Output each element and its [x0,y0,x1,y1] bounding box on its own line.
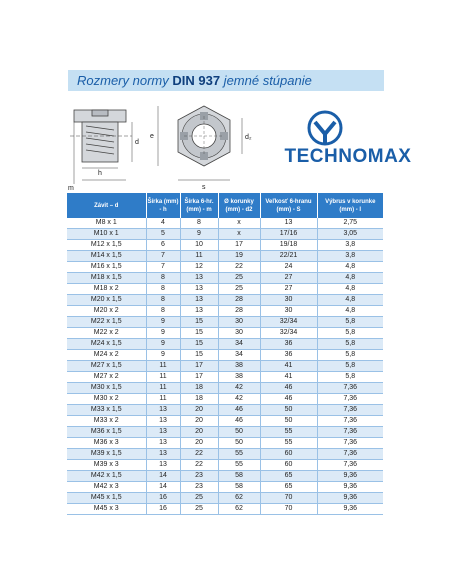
cell-slot-width: 5,8 [317,350,383,361]
cell-width-m: 8 [180,218,218,229]
cell-hex-size: 17/16 [260,229,317,240]
nut-top-view [178,106,230,166]
cell-width-m: 15 [180,328,218,339]
cell-hex-size: 24 [260,262,317,273]
cell-slot-width: 5,8 [317,339,383,350]
table-row [67,372,383,383]
cell-hex-size: 55 [260,427,317,438]
table-row [67,317,383,328]
cell-hex-size: 22/21 [260,251,317,262]
cell-thread: M45 x 1,5 [67,493,146,504]
cell-width-m: 20 [180,438,218,449]
cell-slot-width: 9,36 [317,471,383,482]
cell-width-m: 20 [180,416,218,427]
cell-width-m: 12 [180,262,218,273]
cell-width-h: 13 [146,427,180,438]
cell-crown-diameter: 46 [218,416,260,427]
label-s: s [202,184,206,191]
header-slot-width: Výbrus v korunke (mm) - l [317,193,383,218]
cell-width-h: 7 [146,262,180,273]
cell-width-h: 11 [146,361,180,372]
cell-width-h: 13 [146,405,180,416]
cell-crown-diameter: 62 [218,504,260,515]
cell-slot-width: 7,36 [317,449,383,460]
cell-thread: M36 x 1,5 [67,427,146,438]
cell-hex-size: 46 [260,383,317,394]
cell-thread: M30 x 2 [67,394,146,405]
title-suffix: jemné stúpanie [220,73,312,88]
cell-width-h: 9 [146,350,180,361]
table-row [67,350,383,361]
cell-width-h: 13 [146,416,180,427]
title-prefix: Rozmery normy [77,73,173,88]
cell-crown-diameter: 55 [218,449,260,460]
cell-slot-width: 4,8 [317,295,383,306]
brand-name: TECHNOMAX [284,146,412,167]
cell-width-h: 16 [146,504,180,515]
cell-width-h: 13 [146,460,180,471]
label-d: d [135,139,139,146]
cell-width-h: 4 [146,218,180,229]
cell-slot-width: 7,36 [317,416,383,427]
cell-slot-width: 9,36 [317,504,383,515]
cell-thread: M14 x 1,5 [67,251,146,262]
cell-width-h: 14 [146,471,180,482]
cell-slot-width: 7,36 [317,460,383,471]
table-row [67,273,383,284]
cell-width-m: 15 [180,317,218,328]
table-row [67,284,383,295]
cell-width-m: 20 [180,427,218,438]
cell-width-h: 8 [146,273,180,284]
cell-hex-size: 27 [260,284,317,295]
cell-width-h: 11 [146,372,180,383]
cell-width-h: 8 [146,306,180,317]
cell-slot-width: 9,36 [317,482,383,493]
cell-hex-size: 19/18 [260,240,317,251]
cell-width-m: 22 [180,460,218,471]
cell-hex-size: 65 [260,471,317,482]
header-hex-size: Veľkosť 6-hranu (mm) - S [260,193,317,218]
cell-width-m: 17 [180,361,218,372]
cell-hex-size: 30 [260,306,317,317]
cell-hex-size: 70 [260,493,317,504]
cell-width-m: 23 [180,471,218,482]
cell-width-h: 11 [146,394,180,405]
cell-width-m: 25 [180,493,218,504]
header-width-h: Šírka (mm) - h [146,193,180,218]
cell-width-m: 11 [180,251,218,262]
cell-thread: M18 x 1,5 [67,273,146,284]
label-d2: d₂ [245,134,252,141]
header-thread: Závit – d [67,193,146,218]
cell-thread: M10 x 1 [67,229,146,240]
cell-hex-size: 32/34 [260,328,317,339]
cell-thread: M42 x 3 [67,482,146,493]
cell-width-m: 18 [180,383,218,394]
cell-slot-width: 5,8 [317,361,383,372]
table-header-row [67,193,383,218]
cell-hex-size: 41 [260,372,317,383]
table-row [67,328,383,339]
table-row [67,394,383,405]
cell-width-m: 20 [180,405,218,416]
cell-thread: M27 x 1,5 [67,361,146,372]
cell-hex-size: 32/34 [260,317,317,328]
cell-width-m: 13 [180,295,218,306]
cell-slot-width: 7,36 [317,438,383,449]
cell-width-m: 10 [180,240,218,251]
cell-crown-diameter: 34 [218,350,260,361]
cell-crown-diameter: x [218,218,260,229]
table-row [67,504,383,515]
table-row [67,427,383,438]
cell-crown-diameter: 50 [218,438,260,449]
cell-crown-diameter: 30 [218,317,260,328]
cell-slot-width: 4,8 [317,306,383,317]
table-row [67,262,383,273]
cell-width-m: 23 [180,482,218,493]
cell-hex-size: 55 [260,438,317,449]
table-body [67,218,383,515]
cell-crown-diameter: 28 [218,306,260,317]
cell-hex-size: 36 [260,339,317,350]
cell-thread: M33 x 2 [67,416,146,427]
cell-thread: M45 x 3 [67,504,146,515]
din937-dimensions-table [67,193,383,515]
cell-hex-size: 46 [260,394,317,405]
cell-thread: M39 x 1,5 [67,449,146,460]
cell-hex-size: 60 [260,449,317,460]
cell-thread: M39 x 3 [67,460,146,471]
cell-slot-width: 3,8 [317,251,383,262]
cell-hex-size: 65 [260,482,317,493]
label-e: e [150,133,154,140]
cell-width-h: 8 [146,295,180,306]
cell-slot-width: 7,36 [317,427,383,438]
cell-width-m: 13 [180,284,218,295]
cell-crown-diameter: 58 [218,482,260,493]
table-row [67,361,383,372]
title-standard: DIN 937 [172,73,221,88]
cell-width-h: 16 [146,493,180,504]
cell-width-m: 18 [180,394,218,405]
cell-crown-diameter: 55 [218,460,260,471]
cell-width-h: 7 [146,251,180,262]
cell-hex-size: 41 [260,361,317,372]
cell-crown-diameter: 58 [218,471,260,482]
table-row [67,405,383,416]
table-row [67,339,383,350]
cell-width-h: 14 [146,482,180,493]
cell-width-m: 15 [180,339,218,350]
table-row [67,482,383,493]
table-row [67,240,383,251]
cell-width-m: 13 [180,306,218,317]
cell-slot-width: 7,36 [317,405,383,416]
cell-slot-width: 3,8 [317,240,383,251]
cell-crown-diameter: 62 [218,493,260,504]
cell-crown-diameter: 17 [218,240,260,251]
cell-slot-width: 4,8 [317,273,383,284]
cell-crown-diameter: x [218,229,260,240]
cell-crown-diameter: 28 [218,295,260,306]
table-row [67,438,383,449]
label-m: m [68,185,74,192]
cell-crown-diameter: 38 [218,361,260,372]
cell-slot-width: 5,8 [317,328,383,339]
nut-side-view [70,110,132,162]
cell-thread: M24 x 2 [67,350,146,361]
cell-width-m: 13 [180,273,218,284]
cell-slot-width: 2,75 [317,218,383,229]
cell-width-m: 22 [180,449,218,460]
cell-width-h: 11 [146,383,180,394]
table-row [67,416,383,427]
header-crown-diameter: Ø korunky (mm) - d2 [218,193,260,218]
cell-thread: M22 x 2 [67,328,146,339]
table-row [67,229,383,240]
cell-width-h: 9 [146,339,180,350]
table-row [67,471,383,482]
cell-thread: M24 x 1,5 [67,339,146,350]
cell-hex-size: 50 [260,405,317,416]
cell-crown-diameter: 34 [218,339,260,350]
cell-hex-size: 70 [260,504,317,515]
table-row [67,383,383,394]
cell-thread: M20 x 2 [67,306,146,317]
cell-width-m: 15 [180,350,218,361]
cell-crown-diameter: 25 [218,284,260,295]
cell-thread: M8 x 1 [67,218,146,229]
cell-crown-diameter: 25 [218,273,260,284]
cell-crown-diameter: 46 [218,405,260,416]
cell-crown-diameter: 50 [218,427,260,438]
cell-slot-width: 5,8 [317,317,383,328]
cell-width-m: 9 [180,229,218,240]
cell-hex-size: 27 [260,273,317,284]
cell-crown-diameter: 30 [218,328,260,339]
label-h: h [98,170,102,177]
cell-width-h: 9 [146,328,180,339]
cell-crown-diameter: 19 [218,251,260,262]
table-row [67,218,383,229]
cell-hex-size: 50 [260,416,317,427]
cell-width-h: 5 [146,229,180,240]
cell-width-h: 6 [146,240,180,251]
cell-slot-width: 9,36 [317,493,383,504]
cell-thread: M33 x 1,5 [67,405,146,416]
cell-thread: M18 x 2 [67,284,146,295]
cell-crown-diameter: 38 [218,372,260,383]
table-row [67,460,383,471]
cell-slot-width: 3,05 [317,229,383,240]
cell-slot-width: 4,8 [317,262,383,273]
cell-hex-size: 36 [260,350,317,361]
cell-thread: M42 x 1,5 [67,471,146,482]
cell-width-h: 13 [146,449,180,460]
cell-slot-width: 7,36 [317,394,383,405]
cell-crown-diameter: 42 [218,394,260,405]
document-title [68,70,384,91]
cell-hex-size: 13 [260,218,317,229]
cell-slot-width: 4,8 [317,284,383,295]
table-row [67,295,383,306]
table-row [67,493,383,504]
cell-width-h: 8 [146,284,180,295]
cell-thread: M12 x 1,5 [67,240,146,251]
cell-thread: M22 x 1,5 [67,317,146,328]
cell-thread: M36 x 3 [67,438,146,449]
cell-hex-size: 30 [260,295,317,306]
cell-thread: M20 x 1,5 [67,295,146,306]
cell-crown-diameter: 22 [218,262,260,273]
cell-width-h: 13 [146,438,180,449]
header-width-m: Šírka 6-hr. (mm) - m [180,193,218,218]
cell-crown-diameter: 42 [218,383,260,394]
cell-width-h: 9 [146,317,180,328]
table-row [67,306,383,317]
cell-hex-size: 60 [260,460,317,471]
cell-slot-width: 5,8 [317,372,383,383]
cell-thread: M16 x 1,5 [67,262,146,273]
cell-width-m: 25 [180,504,218,515]
cell-thread: M30 x 1,5 [67,383,146,394]
cell-width-m: 17 [180,372,218,383]
cell-thread: M27 x 2 [67,372,146,383]
table-row [67,251,383,262]
table-row [67,449,383,460]
cell-slot-width: 7,36 [317,383,383,394]
